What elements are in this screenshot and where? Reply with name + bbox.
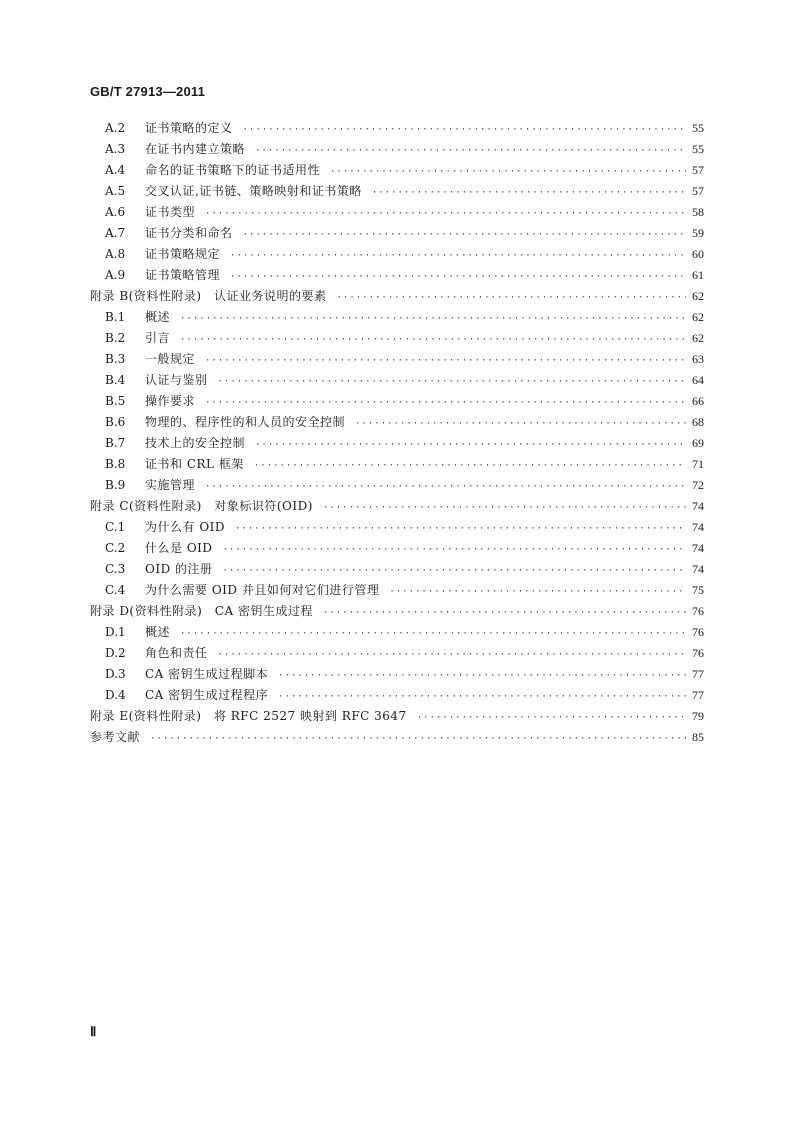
toc-entry-title: 证书分类和命名 <box>145 226 233 240</box>
toc-entry-number: A.9 <box>105 268 126 282</box>
dot-leader <box>330 162 686 183</box>
dot-leader <box>254 456 686 477</box>
toc-entry[interactable] <box>90 517 704 538</box>
dot-leader <box>255 435 686 456</box>
toc-entry-page: 66 <box>692 394 704 408</box>
toc-entry-title: CA 密钥生成过程脚本 <box>145 667 269 681</box>
toc-entry-number: B.9 <box>105 478 126 492</box>
toc-entry-number: A.7 <box>105 226 126 240</box>
toc-entry-number: B.8 <box>105 457 126 471</box>
toc-entry[interactable] <box>90 118 704 139</box>
toc-entry-page: 71 <box>692 457 704 471</box>
toc-entry-page: 77 <box>692 688 704 702</box>
toc-entry[interactable] <box>90 706 704 727</box>
toc-entry-title: 认证与鉴别 <box>145 373 208 387</box>
toc-entry-title: 附录 D(资料性附录) CA 密钥生成过程 <box>90 604 313 618</box>
toc-entry-page: 62 <box>692 331 704 345</box>
toc-entry[interactable] <box>90 286 704 307</box>
toc-entry[interactable] <box>90 160 704 181</box>
toc-entry-number: A.8 <box>105 247 126 261</box>
toc-entry-number: B.1 <box>105 310 126 324</box>
dot-leader <box>355 414 686 435</box>
toc-entry[interactable] <box>90 244 704 265</box>
toc-entry[interactable] <box>90 433 704 454</box>
dot-leader <box>389 582 686 603</box>
toc-entry[interactable] <box>90 559 704 580</box>
dot-leader <box>235 519 686 540</box>
toc-entry-page: 63 <box>692 352 704 366</box>
toc-entry-title: 什么是 OID <box>145 541 213 555</box>
toc-entry-page: 76 <box>692 604 704 618</box>
toc-entry-page: 76 <box>692 625 704 639</box>
toc-entry-number: B.5 <box>105 394 126 408</box>
toc-entry-title: 操作要求 <box>145 394 196 408</box>
toc-entry-title: 引言 <box>145 331 171 345</box>
dot-leader <box>150 729 686 750</box>
toc-entry-page: 55 <box>692 142 704 156</box>
toc-entry-number: D.3 <box>105 667 126 681</box>
toc-entry[interactable] <box>90 391 704 412</box>
dot-leader <box>223 540 686 561</box>
toc-entry-page: 64 <box>692 373 704 387</box>
toc-entry-number: D.1 <box>105 625 126 639</box>
dot-leader <box>278 687 686 708</box>
toc-entry-number: A.4 <box>105 163 126 177</box>
toc-entry[interactable] <box>90 601 704 622</box>
dot-leader <box>223 561 686 582</box>
dot-leader <box>230 267 686 288</box>
toc-entry-title: 实施管理 <box>145 478 196 492</box>
dot-leader <box>323 603 686 624</box>
toc-entry[interactable] <box>90 349 704 370</box>
toc-entry-number: C.3 <box>105 562 126 576</box>
toc-entry[interactable] <box>90 685 704 706</box>
toc-entry[interactable] <box>90 454 704 475</box>
toc-entry-title: 在证书内建立策略 <box>145 142 246 156</box>
toc-entry-title: 物理的、程序性的和人员的安全控制 <box>145 415 346 429</box>
toc-entry-title: 证书类型 <box>145 205 196 219</box>
dot-leader <box>205 351 686 372</box>
page-number: Ⅱ <box>90 1024 97 1039</box>
toc-entry[interactable] <box>90 664 704 685</box>
toc-entry-title: 命名的证书策略下的证书适用性 <box>145 163 321 177</box>
toc-entry-page: 74 <box>692 499 704 513</box>
toc-entry-number: C.4 <box>105 583 126 597</box>
toc-entry-title: 附录 E(资料性附录) 将 RFC 2527 映射到 RFC 3647 <box>90 709 407 723</box>
toc-entry-number: A.6 <box>105 205 126 219</box>
dot-leader <box>323 498 686 519</box>
toc-entry-page: 60 <box>692 247 704 261</box>
toc-entry[interactable] <box>90 538 704 559</box>
toc-entry-page: 58 <box>692 205 704 219</box>
toc-entry[interactable] <box>90 580 704 601</box>
table-of-contents <box>90 118 704 748</box>
toc-entry-number: D.2 <box>105 646 126 660</box>
toc-entry-title: 交叉认证,证书链、策略映射和证书策略 <box>145 184 362 198</box>
dot-leader <box>180 309 686 330</box>
toc-entry-title: 附录 C(资料性附录) 对象标识符(OID) <box>90 499 313 513</box>
dot-leader <box>372 183 686 204</box>
toc-entry[interactable] <box>90 475 704 496</box>
toc-entry-number: B.3 <box>105 352 126 366</box>
toc-entry-page: 85 <box>692 730 704 744</box>
toc-entry-page: 79 <box>692 709 704 723</box>
toc-entry-number: C.2 <box>105 541 126 555</box>
toc-entry-title: 概述 <box>145 625 171 639</box>
dot-leader <box>218 645 686 666</box>
toc-entry-page: 57 <box>692 163 704 177</box>
toc-entry-page: 61 <box>692 268 704 282</box>
toc-entry-number: C.1 <box>105 520 126 534</box>
toc-entry-title: CA 密钥生成过程程序 <box>145 688 269 702</box>
toc-entry-number: A.3 <box>105 142 126 156</box>
dot-leader <box>337 288 687 309</box>
toc-entry-page: 69 <box>692 436 704 450</box>
toc-entry-title: 参考文献 <box>90 730 141 744</box>
toc-entry-page: 55 <box>692 121 704 135</box>
toc-entry[interactable] <box>90 622 704 643</box>
toc-entry[interactable] <box>90 223 704 244</box>
toc-entry-page: 59 <box>692 226 704 240</box>
dot-leader <box>205 204 686 225</box>
toc-entry[interactable] <box>90 139 704 160</box>
toc-entry-page: 74 <box>692 562 704 576</box>
toc-entry-title: 概述 <box>145 310 171 324</box>
dot-leader <box>243 120 686 141</box>
toc-entry[interactable] <box>90 328 704 349</box>
toc-entry-title: 证书策略管理 <box>145 268 221 282</box>
toc-entry-title: 为什么需要 OID 并且如何对它们进行管理 <box>145 583 380 597</box>
toc-entry[interactable] <box>90 307 704 328</box>
toc-entry-page: 62 <box>692 310 704 324</box>
toc-entry-title: 证书和 CRL 框架 <box>145 457 244 471</box>
toc-entry[interactable] <box>90 265 704 286</box>
toc-entry-number: B.2 <box>105 331 126 345</box>
toc-entry-number: B.6 <box>105 415 126 429</box>
toc-entry-page: 72 <box>692 478 704 492</box>
standard-id: GB/T 27913—2011 <box>90 84 206 99</box>
toc-entry-title: OID 的注册 <box>145 562 213 576</box>
dot-leader <box>243 225 686 246</box>
dot-leader <box>180 330 686 351</box>
toc-entry[interactable] <box>90 370 704 391</box>
toc-entry-page: 68 <box>692 415 704 429</box>
dot-leader <box>255 141 686 162</box>
toc-entry[interactable] <box>90 202 704 223</box>
dot-leader <box>417 708 686 729</box>
dot-leader <box>205 393 686 414</box>
toc-entry-page: 74 <box>692 541 704 555</box>
toc-entry-number: B.4 <box>105 373 126 387</box>
toc-entry-page: 74 <box>692 520 704 534</box>
toc-entry-number: D.4 <box>105 688 126 702</box>
dot-leader <box>218 372 686 393</box>
toc-entry-number: B.7 <box>105 436 126 450</box>
toc-entry-title: 一般规定 <box>145 352 196 366</box>
toc-entry[interactable] <box>90 643 704 664</box>
toc-entry-page: 62 <box>692 289 704 303</box>
toc-entry-title: 证书策略规定 <box>145 247 221 261</box>
toc-entry[interactable] <box>90 412 704 433</box>
toc-entry-number: A.2 <box>105 121 126 135</box>
toc-entry[interactable] <box>90 496 704 517</box>
toc-entry-page: 76 <box>692 646 704 660</box>
toc-entry[interactable] <box>90 181 704 202</box>
toc-entry-page: 77 <box>692 667 704 681</box>
toc-entry-page: 75 <box>692 583 704 597</box>
dot-leader <box>180 624 686 645</box>
toc-entry-title: 角色和责任 <box>145 646 208 660</box>
dot-leader <box>205 477 686 498</box>
toc-entry-number: A.5 <box>105 184 126 198</box>
toc-entry-title: 证书策略的定义 <box>145 121 233 135</box>
toc-entry-title: 附录 B(资料性附录) 认证业务说明的要素 <box>90 289 327 303</box>
toc-entry-title: 技术上的安全控制 <box>145 436 246 450</box>
dot-leader <box>278 666 686 687</box>
toc-entry[interactable] <box>90 727 704 748</box>
toc-entry-page: 57 <box>692 184 704 198</box>
toc-entry-title: 为什么有 OID <box>145 520 226 534</box>
dot-leader <box>230 246 686 267</box>
